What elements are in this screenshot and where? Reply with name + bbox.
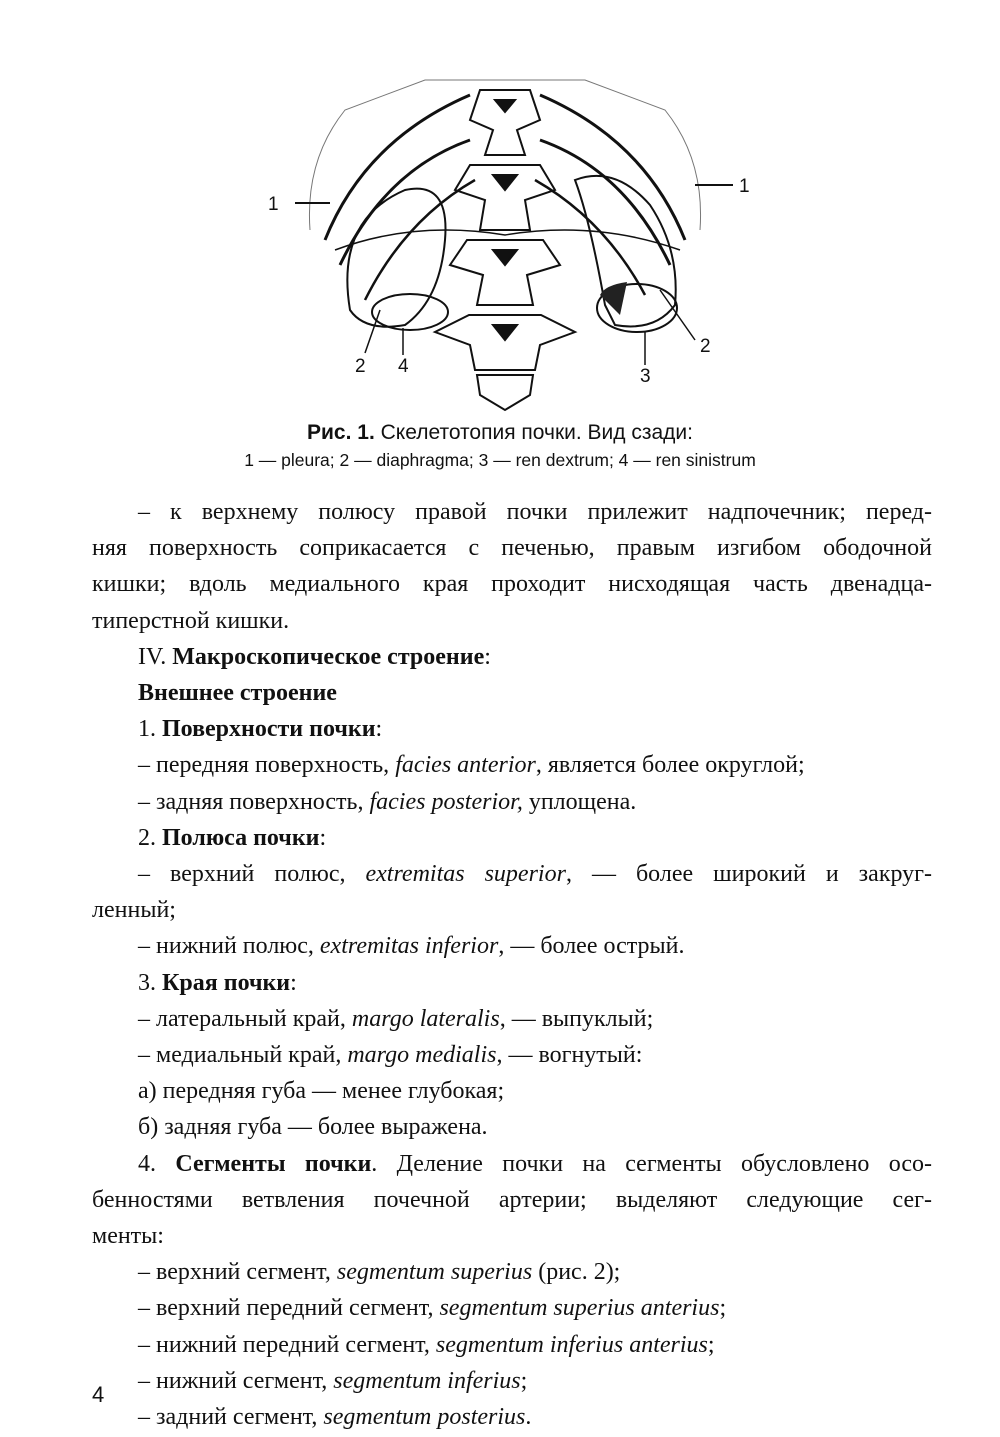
left-rib-1: [325, 95, 470, 240]
left-kidney: [347, 189, 445, 327]
poles-heading: 2. Полюса почки:: [138, 824, 327, 851]
subsection-heading: Внешнее строение: [138, 680, 337, 707]
surface-anterior: – передняя поверхность, facies anterior, является более округлой;: [138, 752, 805, 779]
para-1-line-3: кишки; вдоль медиального края проходит нисходящая часть двенадца-: [92, 571, 932, 598]
label-3-right: 3: [640, 366, 651, 387]
right-rib-2: [540, 140, 670, 265]
lip-anterior: а) передняя губа — менее глубокая;: [138, 1078, 505, 1105]
segments-line-3: менты:: [92, 1223, 164, 1250]
vertebral-column: [435, 90, 575, 410]
left-rib-2: [340, 140, 470, 265]
para-1-line-4: типерстной кишки.: [92, 607, 290, 634]
para-1-line-1: – к верхнему полюсу правой почки прилежит надпочечник; перед-: [138, 499, 932, 525]
pole-superior: – верхний полюс, extremitas superior, — более широкий и закруг-: [138, 861, 932, 888]
pole-inferior: – нижний полюс, extremitas inferior, — более острый.: [138, 933, 685, 960]
margin-medial: – медиальный край, margo medialis, — вогнутый:: [138, 1042, 643, 1069]
segments-line-2: бенностями ветвления почечной артерии; выделяют следующие сег-: [92, 1186, 932, 1213]
right-kidney-shade: [600, 282, 627, 315]
left-rib-3: [365, 180, 475, 300]
segment-inferius-anterius: – нижний передний сегмент, segmentum inferius anterius;: [138, 1331, 715, 1358]
surfaces-heading: 1. Поверхности почки:: [138, 716, 383, 743]
label-4-left: 4: [398, 356, 409, 377]
kidney-skeletotopy-figure: [255, 70, 755, 415]
segment-superius-anterius: – верхний передний сегмент, segmentum superius anterius;: [138, 1295, 727, 1322]
left-kidney-pole: [372, 294, 448, 330]
margins-heading: 3. Края почки:: [138, 969, 297, 996]
surface-posterior: – задняя поверхность, facies posterior, уплощена.: [138, 788, 637, 815]
pole-superior-cont: ленный;: [92, 897, 176, 924]
right-rib-1: [540, 95, 685, 240]
anatomy-drawing: [255, 70, 755, 415]
figure-caption: [60, 421, 940, 445]
label-1-left: 1: [268, 194, 279, 215]
para-1-line-2: няя поверхность соприкасается с печенью, правым изгибом ободочной: [92, 535, 932, 562]
figure-caption-title: Скелетотопия почки. Вид сзади:: [374, 421, 693, 444]
right-rib-3: [535, 180, 645, 295]
margin-lateral: – латеральный край, margo lateralis, — выпуклый;: [138, 1005, 654, 1032]
label-1-right: 1: [739, 176, 750, 197]
figure-caption-legend: 1 — pleura; 2 — diaphragma; 3 — ren dextrum; 4 — ren sinistrum: [244, 450, 756, 470]
lip-posterior: б) задняя губа — более выражена.: [138, 1114, 488, 1141]
section-heading: IV. Макроскопическое строение:: [138, 643, 491, 670]
segment-inferius: – нижний сегмент, segmentum inferius;: [138, 1367, 528, 1394]
figure-caption-number: Рис. 1.: [307, 421, 375, 444]
body-text: [92, 494, 932, 1435]
segments-heading: 4. Сегменты почки. Деление почки на сегменты обусловлено осо-: [138, 1150, 932, 1177]
label-2-left: 2: [355, 356, 366, 377]
segment-posterius: – задний сегмент, segmentum posterius.: [138, 1404, 532, 1431]
page-number: 4: [92, 1382, 105, 1407]
segment-superius: – верхний сегмент, segmentum superius (рис. 2);: [138, 1259, 621, 1286]
label-2-right: 2: [700, 336, 711, 357]
